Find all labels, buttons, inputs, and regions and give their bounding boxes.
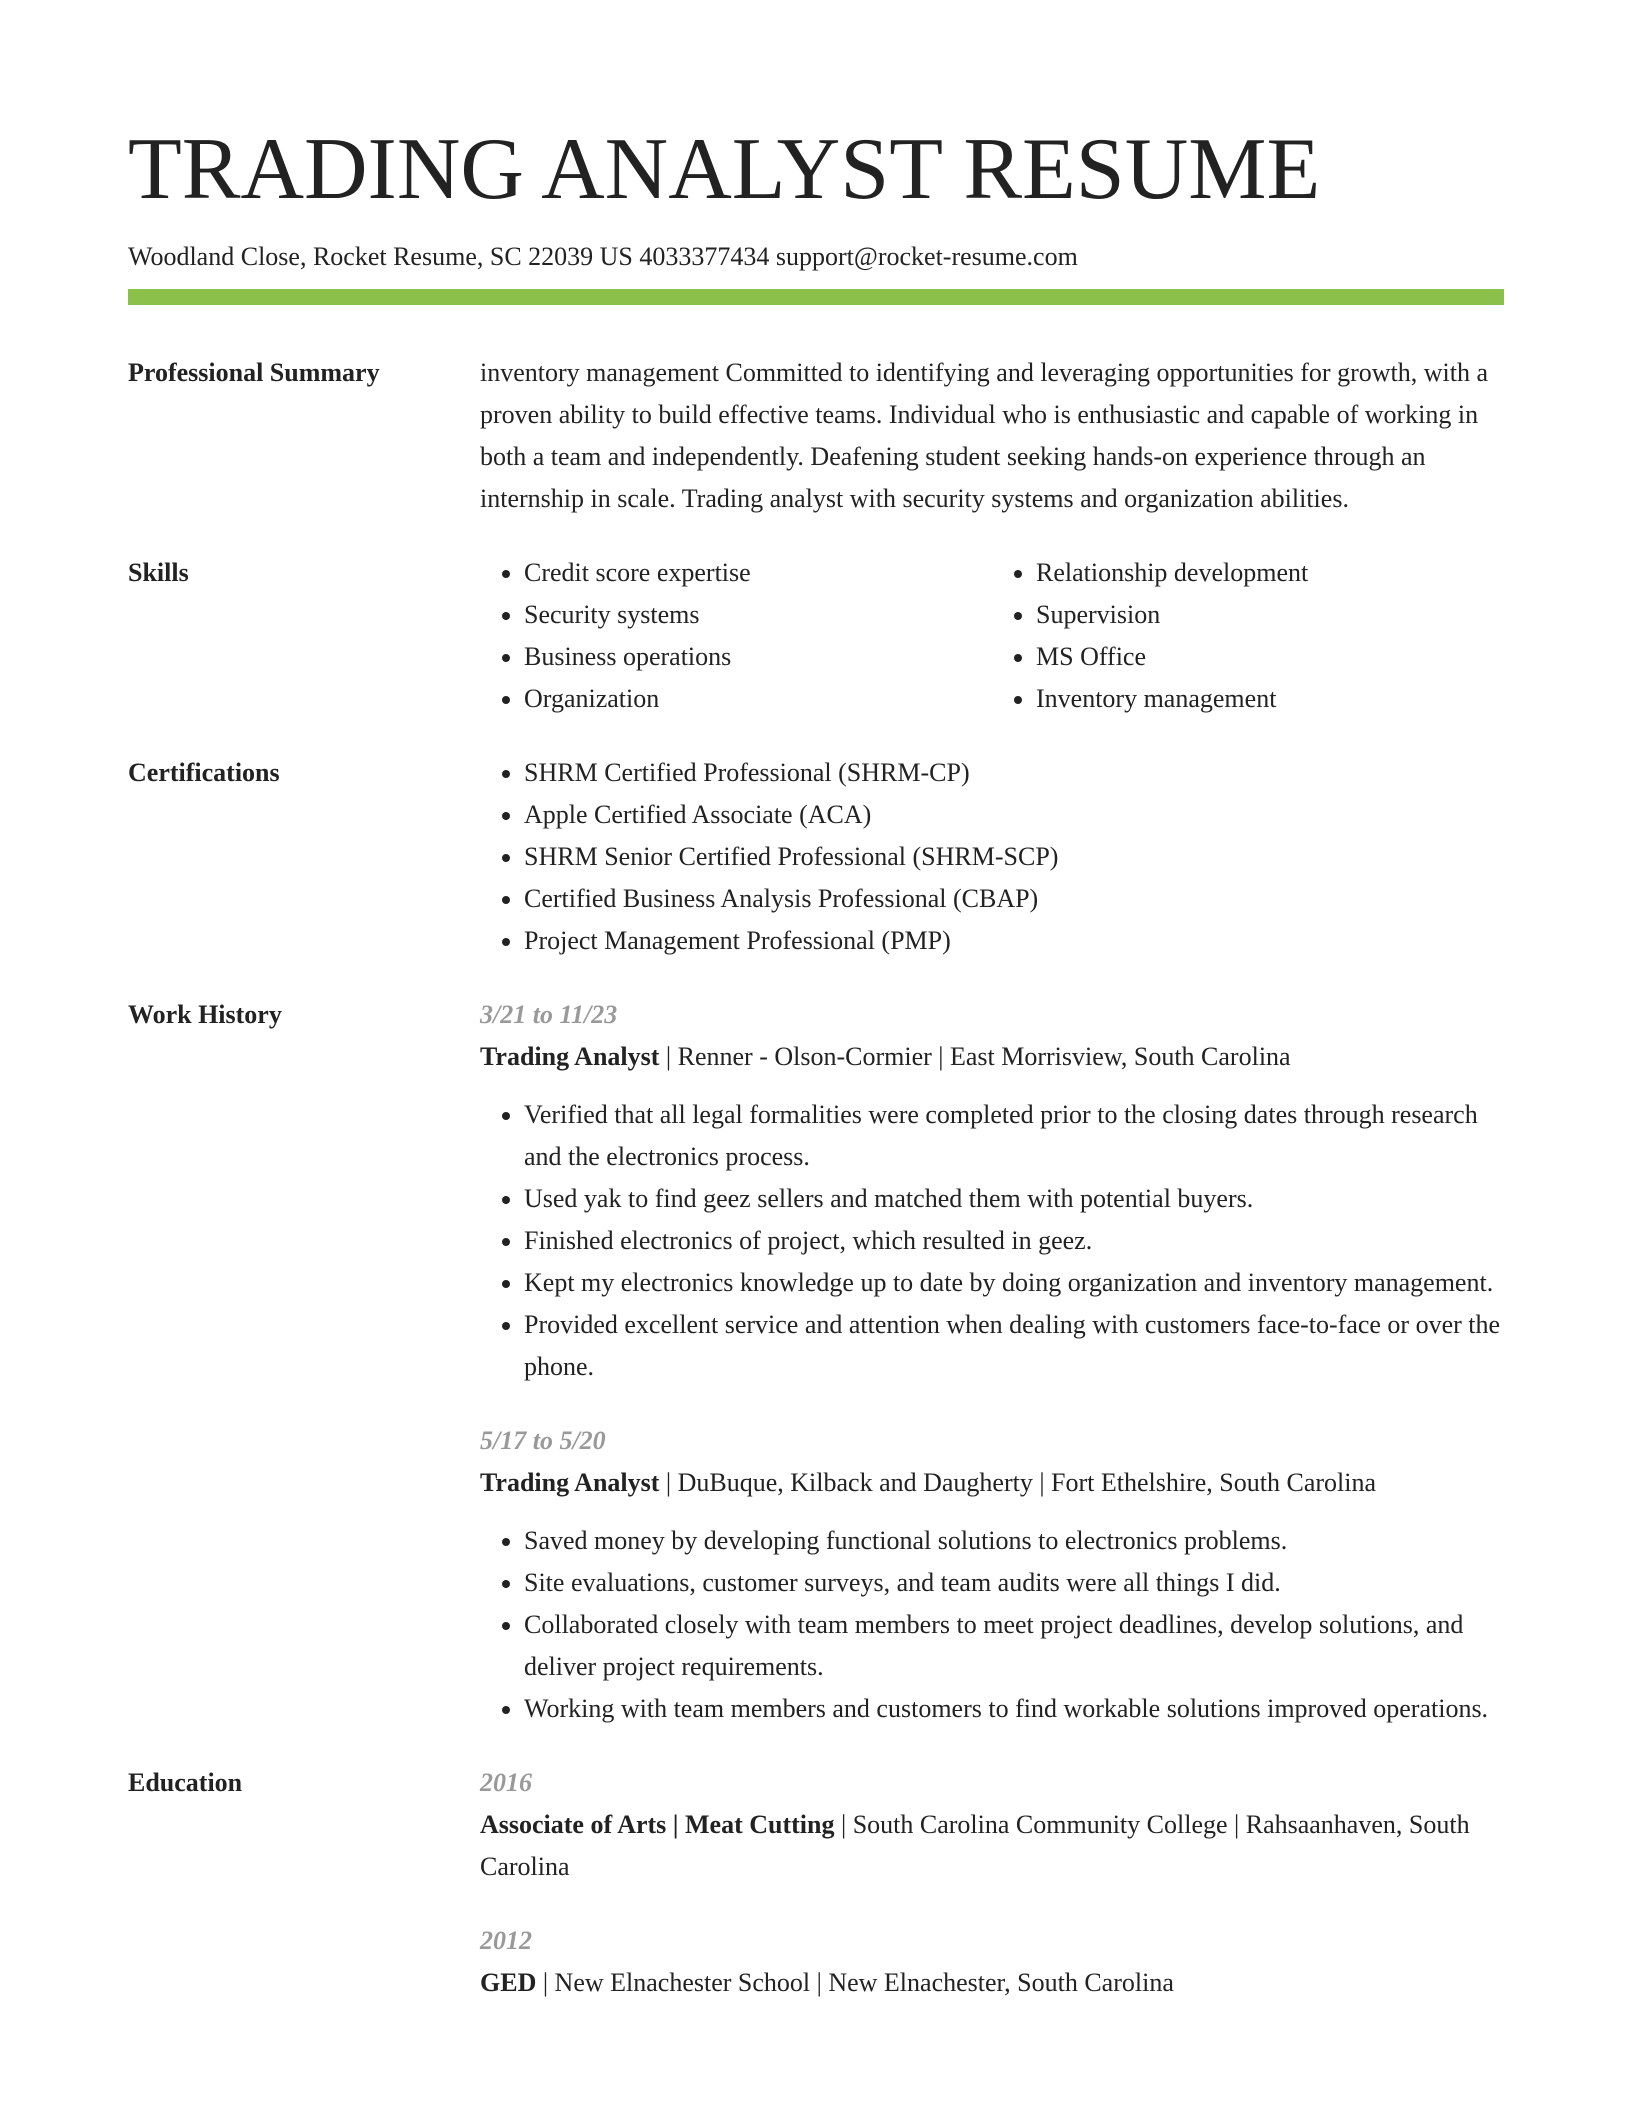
skill-item: • Security systems <box>524 594 992 636</box>
certification-item: • Apple Certified Associate (ACA) <box>524 794 1504 836</box>
job-bullet: • Saved money by developing functional solutions to electronics problems. <box>524 1520 1504 1562</box>
certifications-section <box>128 752 1504 962</box>
certification-item: • Project Management Professional (PMP) <box>524 920 1504 962</box>
job-bullet: • Provided excellent service and attention when dealing with customers face-to-face or over the phone. <box>524 1304 1504 1388</box>
certifications-label: Certifications <box>128 758 280 788</box>
education-label: Education <box>128 1768 243 1798</box>
summary-section <box>128 352 1504 520</box>
skill-item: • MS Office <box>1036 636 1504 678</box>
skills-columns <box>480 552 1504 720</box>
job-bullet: • Finished electronics of project, which resulted in geez. <box>524 1220 1504 1262</box>
job-entry <box>480 1420 1504 1730</box>
education-school-location: | South Carolina Community College | Rahsaanhaven, South Carolina <box>480 1810 1470 1882</box>
work-history-label: Work History <box>128 1000 282 1030</box>
job-entry <box>480 994 1504 1388</box>
certification-item: • Certified Business Analysis Professional (CBAP) <box>524 878 1504 920</box>
skill-item: • Relationship development <box>1036 552 1504 594</box>
job-bullet: • Working with team members and customers to find workable solutions improved operations. <box>524 1688 1504 1730</box>
resume-title: TRADING ANALYST RESUME <box>128 121 1321 218</box>
job-bullet: • Verified that all legal formalities were completed prior to the closing dates through research and the electronics process. <box>524 1094 1504 1178</box>
job-bullet: • Collaborated closely with team members to meet project deadlines, develop solutions, and deliver project requirements. <box>524 1604 1504 1688</box>
job-title: Trading Analyst <box>480 1468 660 1498</box>
accent-divider <box>128 289 1504 305</box>
education-heading <box>480 1804 1504 1888</box>
skill-item: • Credit score expertise <box>524 552 992 594</box>
education-degree: Associate of Arts | Meat Cutting <box>480 1810 835 1840</box>
certifications-list <box>480 752 1504 962</box>
job-employer-location: | DuBuque, Kilback and Daugherty | Fort Ethelshire, South Carolina <box>659 1468 1377 1498</box>
skills-section <box>128 552 1504 720</box>
skill-item: • Supervision <box>1036 594 1504 636</box>
job-dates: 5/17 to 5/20 <box>480 1426 606 1456</box>
job-heading <box>480 1036 1504 1078</box>
education-school-location: | New Elnachester School | New Elnachester, South Carolina <box>536 1968 1174 1998</box>
resume-page <box>128 0 1504 2004</box>
skills-list-right <box>992 552 1504 720</box>
education-section <box>128 1762 1504 2004</box>
work-history-section <box>128 994 1504 1730</box>
job-dates: 3/21 to 11/23 <box>480 1000 618 1030</box>
contact-line: Woodland Close, Rocket Resume, SC 22039 US 4033377434 support@rocket-resume.com <box>128 242 1078 271</box>
skill-item: • Organization <box>524 678 992 720</box>
skills-label: Skills <box>128 558 189 588</box>
job-bullet: • Site evaluations, customer surveys, and team audits were all things I did. <box>524 1562 1504 1604</box>
summary-label: Professional Summary <box>128 358 380 388</box>
education-year: 2012 <box>480 1926 532 1956</box>
job-employer-location: | Renner - Olson-Cormier | East Morrisview, South Carolina <box>659 1042 1291 1072</box>
education-year: 2016 <box>480 1768 532 1798</box>
summary-text: inventory management Committed to identifying and leveraging opportunities for growth, with a proven ability to build effective teams. Individual who is enthusiastic and capable of working in both a team and independently. Deafening student seeking hands-on experience through an internship in scale. Trading analyst with security systems and organization abilities. <box>480 358 1489 514</box>
certification-item: • SHRM Senior Certified Professional (SHRM-SCP) <box>524 836 1504 878</box>
education-entry <box>480 1920 1504 2004</box>
skill-item: • Inventory management <box>1036 678 1504 720</box>
job-bullet: • Used yak to find geez sellers and matched them with potential buyers. <box>524 1178 1504 1220</box>
education-entry <box>480 1762 1504 1888</box>
education-heading <box>480 1962 1504 2004</box>
job-bullets <box>480 1094 1504 1388</box>
job-bullet: • Kept my electronics knowledge up to date by doing organization and inventory management. <box>524 1262 1504 1304</box>
education-degree: GED <box>480 1968 537 1998</box>
job-bullets <box>480 1520 1504 1730</box>
certification-item: • SHRM Certified Professional (SHRM-CP) <box>524 752 1504 794</box>
job-heading <box>480 1462 1504 1504</box>
skills-list-left <box>480 552 992 720</box>
skill-item: • Business operations <box>524 636 992 678</box>
job-title: Trading Analyst <box>480 1042 660 1072</box>
